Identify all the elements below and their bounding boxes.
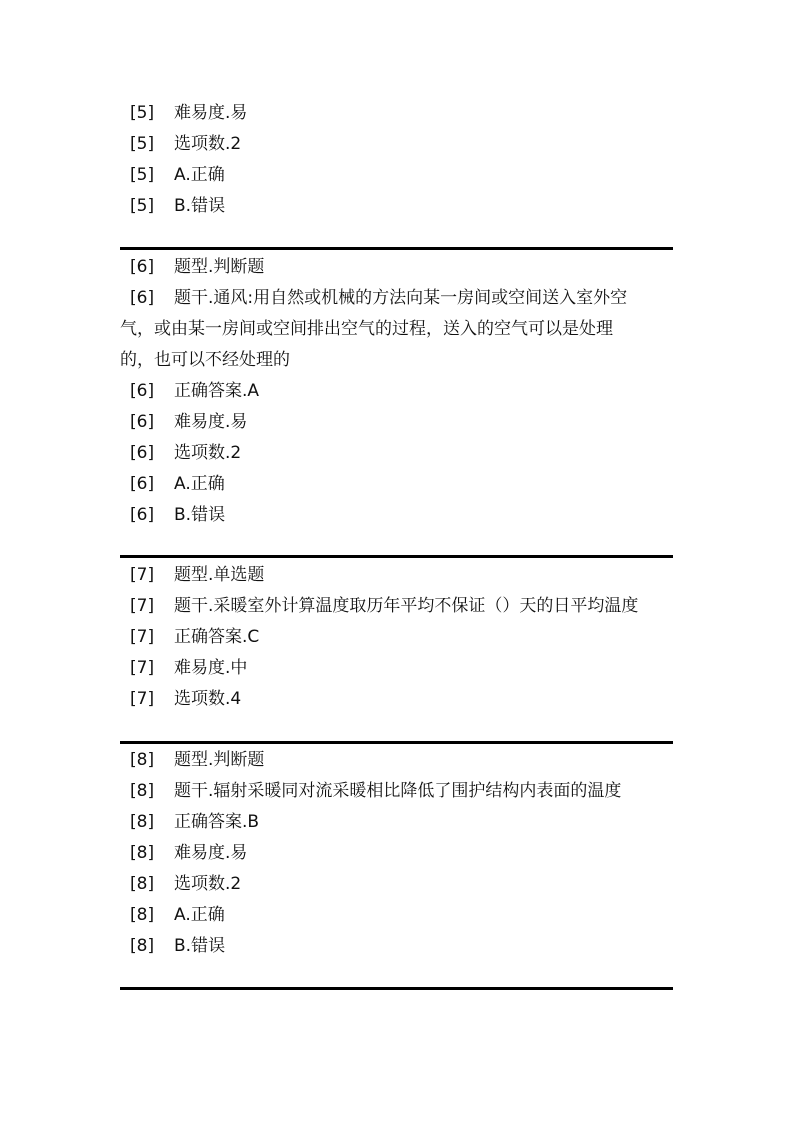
question-number: [8] bbox=[130, 781, 155, 801]
option-count: 选项数.2 bbox=[174, 134, 242, 154]
field-row bbox=[120, 469, 673, 500]
field-row bbox=[120, 438, 673, 469]
stem-continuation bbox=[120, 314, 673, 345]
option-b: B.错误 bbox=[174, 936, 226, 956]
question-6 bbox=[120, 252, 673, 531]
divider bbox=[120, 555, 673, 558]
option-count: 选项数.2 bbox=[174, 443, 242, 463]
question-5-tail bbox=[120, 98, 673, 222]
question-number: [8] bbox=[130, 812, 155, 832]
question-number: [8] bbox=[130, 874, 155, 894]
field-row bbox=[120, 160, 673, 191]
question-type: 题型.单选题 bbox=[174, 565, 265, 585]
question-number: [5] bbox=[130, 165, 155, 185]
field-row bbox=[120, 560, 673, 591]
field-row bbox=[120, 931, 673, 962]
field-row bbox=[120, 591, 673, 622]
field-row bbox=[120, 98, 673, 129]
question-7 bbox=[120, 560, 673, 715]
question-number: [7] bbox=[130, 658, 155, 678]
field-row bbox=[120, 407, 673, 438]
question-number: [6] bbox=[130, 381, 155, 401]
field-row bbox=[120, 745, 673, 776]
question-number: [5] bbox=[130, 134, 155, 154]
question-number: [6] bbox=[130, 257, 155, 277]
option-a: A.正确 bbox=[174, 905, 225, 925]
difficulty: 难易度.中 bbox=[174, 658, 248, 678]
divider bbox=[120, 741, 673, 744]
question-number: [6] bbox=[130, 505, 155, 525]
question-stem: 题干.采暖室外计算温度取历年平均不保证（）天的日平均温度 bbox=[174, 596, 639, 616]
question-number: [7] bbox=[130, 565, 155, 585]
option-a: A.正确 bbox=[174, 474, 225, 494]
field-row bbox=[120, 869, 673, 900]
option-count: 选项数.4 bbox=[174, 689, 242, 709]
field-row bbox=[120, 283, 673, 314]
divider bbox=[120, 987, 673, 990]
option-b: B.错误 bbox=[174, 505, 226, 525]
field-row bbox=[120, 376, 673, 407]
field-row bbox=[120, 191, 673, 222]
question-number: [7] bbox=[130, 596, 155, 616]
field-row bbox=[120, 900, 673, 931]
difficulty: 难易度.易 bbox=[174, 103, 248, 123]
field-row bbox=[120, 838, 673, 869]
question-number: [8] bbox=[130, 750, 155, 770]
field-row bbox=[120, 807, 673, 838]
question-number: [6] bbox=[130, 443, 155, 463]
correct-answer: 正确答案.A bbox=[174, 381, 260, 401]
question-number: [7] bbox=[130, 689, 155, 709]
question-type: 题型.判断题 bbox=[174, 750, 265, 770]
question-number: [6] bbox=[130, 288, 155, 308]
question-number: [5] bbox=[130, 196, 155, 216]
field-row bbox=[120, 776, 673, 807]
stem-continuation bbox=[120, 345, 673, 376]
option-b: B.错误 bbox=[174, 196, 226, 216]
field-row bbox=[120, 622, 673, 653]
question-number: [6] bbox=[130, 474, 155, 494]
field-row bbox=[120, 252, 673, 283]
question-number: [6] bbox=[130, 412, 155, 432]
question-stem: 题干.辐射采暖同对流采暖相比降低了围护结构内表面的温度 bbox=[174, 781, 622, 801]
field-row bbox=[120, 129, 673, 160]
difficulty: 难易度.易 bbox=[174, 412, 248, 432]
question-8 bbox=[120, 745, 673, 962]
question-number: [5] bbox=[130, 103, 155, 123]
option-count: 选项数.2 bbox=[174, 874, 242, 894]
question-number: [8] bbox=[130, 936, 155, 956]
question-stem: 题干.通风:用自然或机械的方法向某一房间或空间送入室外空 bbox=[174, 288, 628, 308]
difficulty: 难易度.易 bbox=[174, 843, 248, 863]
field-row bbox=[120, 500, 673, 531]
question-number: [7] bbox=[130, 627, 155, 647]
stem-line: 的，也可以不经处理的 bbox=[120, 350, 290, 370]
correct-answer: 正确答案.B bbox=[174, 812, 260, 832]
question-number: [8] bbox=[130, 905, 155, 925]
option-a: A.正确 bbox=[174, 165, 225, 185]
correct-answer: 正确答案.C bbox=[174, 627, 260, 647]
question-number: [8] bbox=[130, 843, 155, 863]
field-row bbox=[120, 684, 673, 715]
stem-line: 气，或由某一房间或空间排出空气的过程，送入的空气可以是处理 bbox=[120, 319, 613, 339]
field-row bbox=[120, 653, 673, 684]
divider bbox=[120, 247, 673, 250]
question-type: 题型.判断题 bbox=[174, 257, 265, 277]
